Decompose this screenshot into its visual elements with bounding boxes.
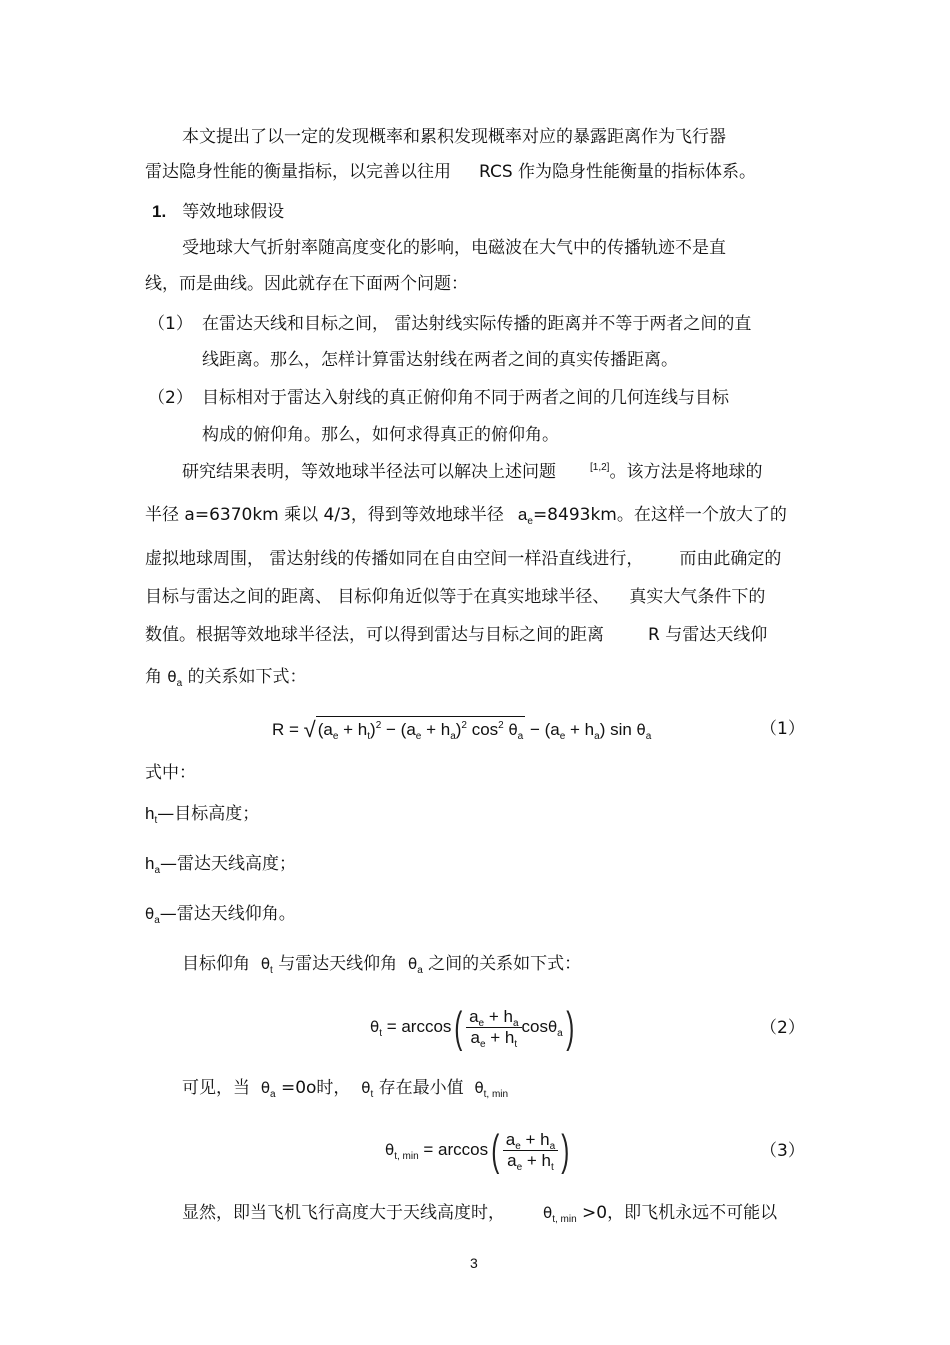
equation-2: $\theta_t = \arccos$( $\frac{a_e + h_a}{a_e + h_t}$ cosθ$_a$): [370, 1002, 575, 1052]
p4-b: 与雷达天线仰角: [278, 954, 398, 974]
p3-line6-b: 的关系如下式：: [187, 667, 307, 687]
p3-line2-a: 半径 a=6370km 乘以 4/3，得到等效地球半径: [145, 505, 504, 525]
equation-1: R = √ $(a_e + h_t)^2 - (a_e + h_a)^2$ $\cos^2 \theta_a - (a_e + h_a)$ $\sin \theta_a$: [272, 717, 652, 742]
p1-line1: 本文提出了以一定的发现概率和累积发现概率对应的暴露距离作为飞行器: [182, 127, 726, 147]
section-number: 1.: [152, 202, 167, 221]
p3-line2-c: =8493km。在这样一个放大了的: [532, 505, 787, 525]
p5-a: 可见，当: [182, 1078, 250, 1098]
p5-c: 存在最小值: [378, 1078, 464, 1098]
p6-a: 显然，即当飞机飞行高度大于天线高度时，: [182, 1203, 505, 1223]
p5-line: 可见，当 $\theta_a =0o$时， $\theta_t$ 存在最小值 $\theta_{t, min}$: [182, 1078, 509, 1100]
citation: [1,2]: [590, 462, 610, 473]
p5-b: =0o时，: [280, 1078, 351, 1098]
list-item-2-line1: 目标相对于雷达入射线的真正俯仰角不同于两者之间的几何连线与目标: [202, 388, 729, 408]
equation-3: $\theta_{t, min} = \arccos$( $\frac{a_e + h_a}{a_e + h_t}$ ): [385, 1125, 570, 1175]
p4-line: 目标仰角 $\theta_t$ 与雷达天线仰角 $\theta_a$ 之间的关系如下式：: [182, 954, 582, 976]
p1-line2-a: 雷达隐身性能的衡量指标，以完善以往用: [145, 162, 451, 182]
p3-line6-a: 角: [145, 667, 162, 687]
section-heading: [152, 201, 284, 223]
p3-line4: [145, 586, 765, 608]
p3-line3: [145, 548, 781, 570]
list-item-1-line2: 线距离。那么，怎样计算雷达射线在两者之间的真实传播距离。: [202, 350, 678, 370]
p3-line2-ae-sub: e: [527, 516, 533, 527]
list-item-2-number: （2）: [148, 388, 193, 408]
p2-line2: 线，而是曲线。因此就存在下面两个问题：: [145, 274, 468, 294]
p3-line2: [145, 504, 787, 526]
def-ht-text: —目标高度；: [157, 804, 260, 824]
p3-line1: [182, 461, 762, 483]
list-item-1-number: （1）: [148, 314, 193, 334]
p3-line3-b: 而由此确定的: [679, 549, 782, 569]
p6-line: 显然，即当飞机飞行高度大于天线高度时， $\theta_{t, min} >0$，即飞机永远不可能以: [182, 1203, 778, 1225]
def-ha-text: —雷达天线高度；: [160, 854, 297, 874]
p3-line6: 角 $\theta_a$ 的关系如下式：: [145, 667, 307, 689]
p3-line3-a: 虚拟地球周围， 雷达射线的传播如同在自由空间一样沿直线进行，: [145, 549, 644, 569]
list-item-1-line1: 在雷达天线和目标之间， 雷达射线实际传播的距离并不等于两者之间的直: [202, 314, 752, 334]
p6-b: >0，即飞机永远不可能以: [582, 1203, 778, 1223]
section-title: 等效地球假设: [182, 202, 285, 222]
def-theta-a: $\theta_a—$雷达天线仰角。: [145, 904, 296, 926]
p3-line1-a: 研究结果表明，等效地球半径法可以解决上述问题: [182, 462, 556, 482]
p3-line5: [145, 624, 767, 646]
def-ht: $h_t—$目标高度；: [145, 804, 260, 826]
p2-line1: 受地球大气折射率随高度变化的影响，电磁波在大气中的传播轨迹不是直: [182, 238, 726, 258]
p1-line2: [145, 161, 756, 183]
p3-line5-a: 数值。根据等效地球半径法，可以得到雷达与目标之间的距离: [145, 625, 604, 645]
page-number: 3: [470, 1255, 478, 1271]
p3-line4-a: 目标与雷达之间的距离、 目标仰角近似等于在真实地球半径、: [145, 587, 610, 607]
def-theta-a-text: —雷达天线仰角。: [159, 904, 296, 924]
p4-c: 之间的关系如下式：: [428, 954, 582, 974]
equation-3-number: （3）: [760, 1141, 805, 1161]
def-ha: $h_a—$雷达天线高度；: [145, 854, 297, 876]
equation-2-number: （2）: [760, 1018, 805, 1038]
p3-line4-b: 真实大气条件下的: [629, 587, 766, 607]
equation-1-number: （1）: [760, 719, 805, 739]
p4-a: 目标仰角: [182, 954, 250, 974]
where-title: 式中：: [145, 763, 196, 783]
p1-line2-b: RCS 作为隐身性能衡量的指标体系。: [479, 162, 757, 182]
p3-line1-b: 。该方法是将地球的: [609, 462, 763, 482]
list-item-2-line2: 构成的俯仰角。那么，如何求得真正的俯仰角。: [202, 425, 559, 445]
p3-line2-ae: a: [517, 505, 528, 524]
p3-line5-b: R 与雷达天线仰: [648, 625, 768, 645]
